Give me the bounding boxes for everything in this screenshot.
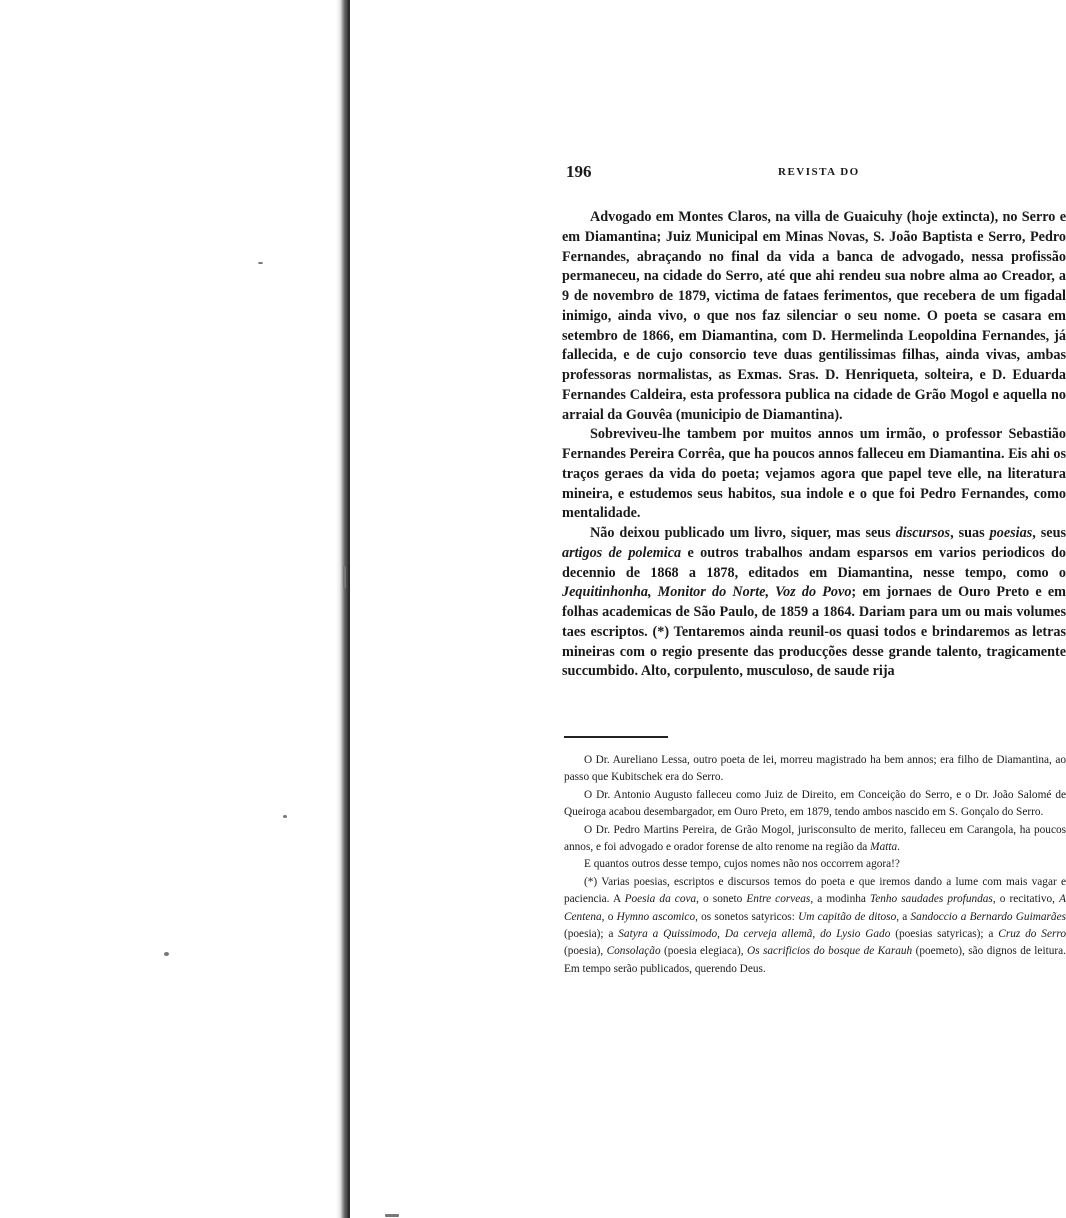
footnotes <box>556 752 1066 978</box>
scan-speck <box>343 566 346 588</box>
scan-speck <box>385 1214 399 1217</box>
italic-run: Tenho saudades profundas <box>869 893 993 906</box>
page-number: 196 <box>566 162 592 181</box>
running-title: REVISTA DO <box>778 166 860 178</box>
book-page <box>556 162 1066 978</box>
paragraph-1: Advogado em Montes Claros, na villa de Guaicuhy (hoje extincta), no Serro e em Diamantina; Juiz Municipal em Minas Novas, S. João Baptista e Serro, Pedro Fernandes, abraçando no final da vida a banca de advogado, nessa profissão permaneceu, na cidade do Serro, até que ahi rendeu sua nobre alma ao Creador, a 9 de novembro de 1879, victima de fataes ferimentos, que recebera de um figadal inimigo, ainda vivo, o que nos faz silenciar o seu nome. O poeta se casara em setembro de 1866, em Diamantina, com D. Hermelinda Leopoldina Fernandes, já fallecida, e de cujo consorcio teve duas gentilissimas filhas, ainda vivas, ambas professoras normalistas, as Exmas. Sras. D. Henriqueta, solteira, e D. Eduarda Fernandes Caldeira, esta professora publica na cidade de Grão Mogol e aquella no arraial da Gouvêa (municipio de Diamantina). <box>562 209 1066 423</box>
italic-run: Cruz do Serro <box>998 928 1066 941</box>
scan-speck <box>283 815 287 818</box>
text-run: e outros trabalhos andam esparsos em varios periodicos do decennio de 1868 a 1878, editados em Diamantina, nesse tempo, como o <box>562 544 1066 581</box>
paragraph-3 <box>562 524 1066 682</box>
footnote-5 <box>564 874 1066 978</box>
footnote-1: O Dr. Aureliano Lessa, outro poeta de lei, morreu magistrado ha bem annos; era filho de Diamantina, ao passo que Kubitschek era do Serro. <box>564 754 1066 784</box>
text-run: . <box>897 841 900 854</box>
page-header <box>556 162 1066 184</box>
text-run: , o <box>601 910 617 923</box>
text-run: (poemeto), são dignos de leitura. Em tempo serão publicados, querendo Deus. <box>564 945 1066 975</box>
text-run: Não deixou publicado um livro, siquer, mas seus <box>590 525 896 541</box>
italic-run: Sandoccio a Bernardo Guimarães <box>910 910 1066 923</box>
text-run: , seus <box>1032 525 1066 541</box>
paragraph-2: Sobreviveu-lhe tambem por muitos annos um irmão, o professor Sebastião Fernandes Pereira Corrêa, que ha poucos annos falleceu em Diamantina. Eis ahi os traços geraes da vida do poeta; vejamos agora que papel teve elle, na literatura mineira, e estudemos seus habitos, sua indole e o que foi Pedro Fernandes, como mentalidade. <box>562 426 1066 522</box>
text-run: , o recitativo, <box>992 893 1060 906</box>
italic-run: Poesia da cova <box>624 893 697 906</box>
text-run: ; em jornaes de Ouro Preto e em folhas academicas de São Paulo, de 1859 a 1864. Dariam para um ou mais volumes taes escriptos. (*) Tentaremos ainda reunil-os quasi todos e brindaremos as letras mineiras com o regio presente das producções desse grande talento, tragicamente succumbido. Alto, corpulento, musculoso, de saude rija <box>562 584 1066 680</box>
italic-run: Satyra a Quissimodo, Da cerveja allemã, do Lysio Gado <box>618 928 891 941</box>
italic-run: Entre corveas <box>746 893 811 906</box>
text-run: O Dr. Pedro Martins Pereira, de Grão Mogol, jurisconsulto de merito, falleceu em Carangola, ha poucos annos, e foi advogado e orador forense de alto renome na região da <box>564 823 1066 854</box>
text-run: , suas <box>950 525 990 541</box>
italic-run: poesias <box>989 525 1033 541</box>
scan-speck <box>258 262 263 264</box>
footnote-4: E quantos outros desse tempo, cujos nomes não nos occorrem agora!? <box>584 858 900 871</box>
italic-run: artigos de polemica <box>562 544 682 561</box>
text-run: (*) Varias poesias, escriptos e discursos temos do poeta e que iremos dando a lume com mais vagar e paciencia. A <box>564 875 1066 906</box>
binding-edge-line <box>348 0 350 1218</box>
footnote-2: O Dr. Antonio Augusto falleceu como Juiz de Direito, em Conceição do Serro, e o Dr. João Salomé de Queiroga acabou desembargador, em Ouro Preto, em 1879, tendo ambos nascido em S. Gonçalo do Serro. <box>564 788 1066 819</box>
text-run: (poesia elegiaca), <box>660 945 748 958</box>
italic-run: Um capitão de ditoso <box>798 910 897 923</box>
italic-run: Matta <box>870 841 898 854</box>
text-run: (poesia), <box>564 945 607 958</box>
italic-run: Consolação <box>606 945 661 958</box>
text-run: , o soneto <box>696 893 747 906</box>
italic-run: A Centena <box>564 893 1066 923</box>
text-run: , a <box>896 910 911 923</box>
text-run: , a modinha <box>810 893 870 906</box>
text-run: (poesias satyricas); a <box>890 928 999 941</box>
text-run: , os sonetos satyricos: <box>695 910 799 923</box>
body-text <box>556 208 1066 682</box>
footnote-separator <box>564 736 668 738</box>
text-run: (poesia); a <box>564 928 619 941</box>
scan-speck <box>164 952 169 956</box>
italic-run: Os sacrificios do bosque de Karauh <box>747 945 913 958</box>
italic-run: discursos <box>895 525 951 541</box>
binding-gutter-shadow <box>336 0 348 1218</box>
italic-run: Jequitinhonha, Monitor do Norte, Voz do Povo <box>562 584 852 601</box>
italic-run: Hymno ascomico <box>616 910 696 923</box>
footnote-3 <box>564 822 1066 857</box>
